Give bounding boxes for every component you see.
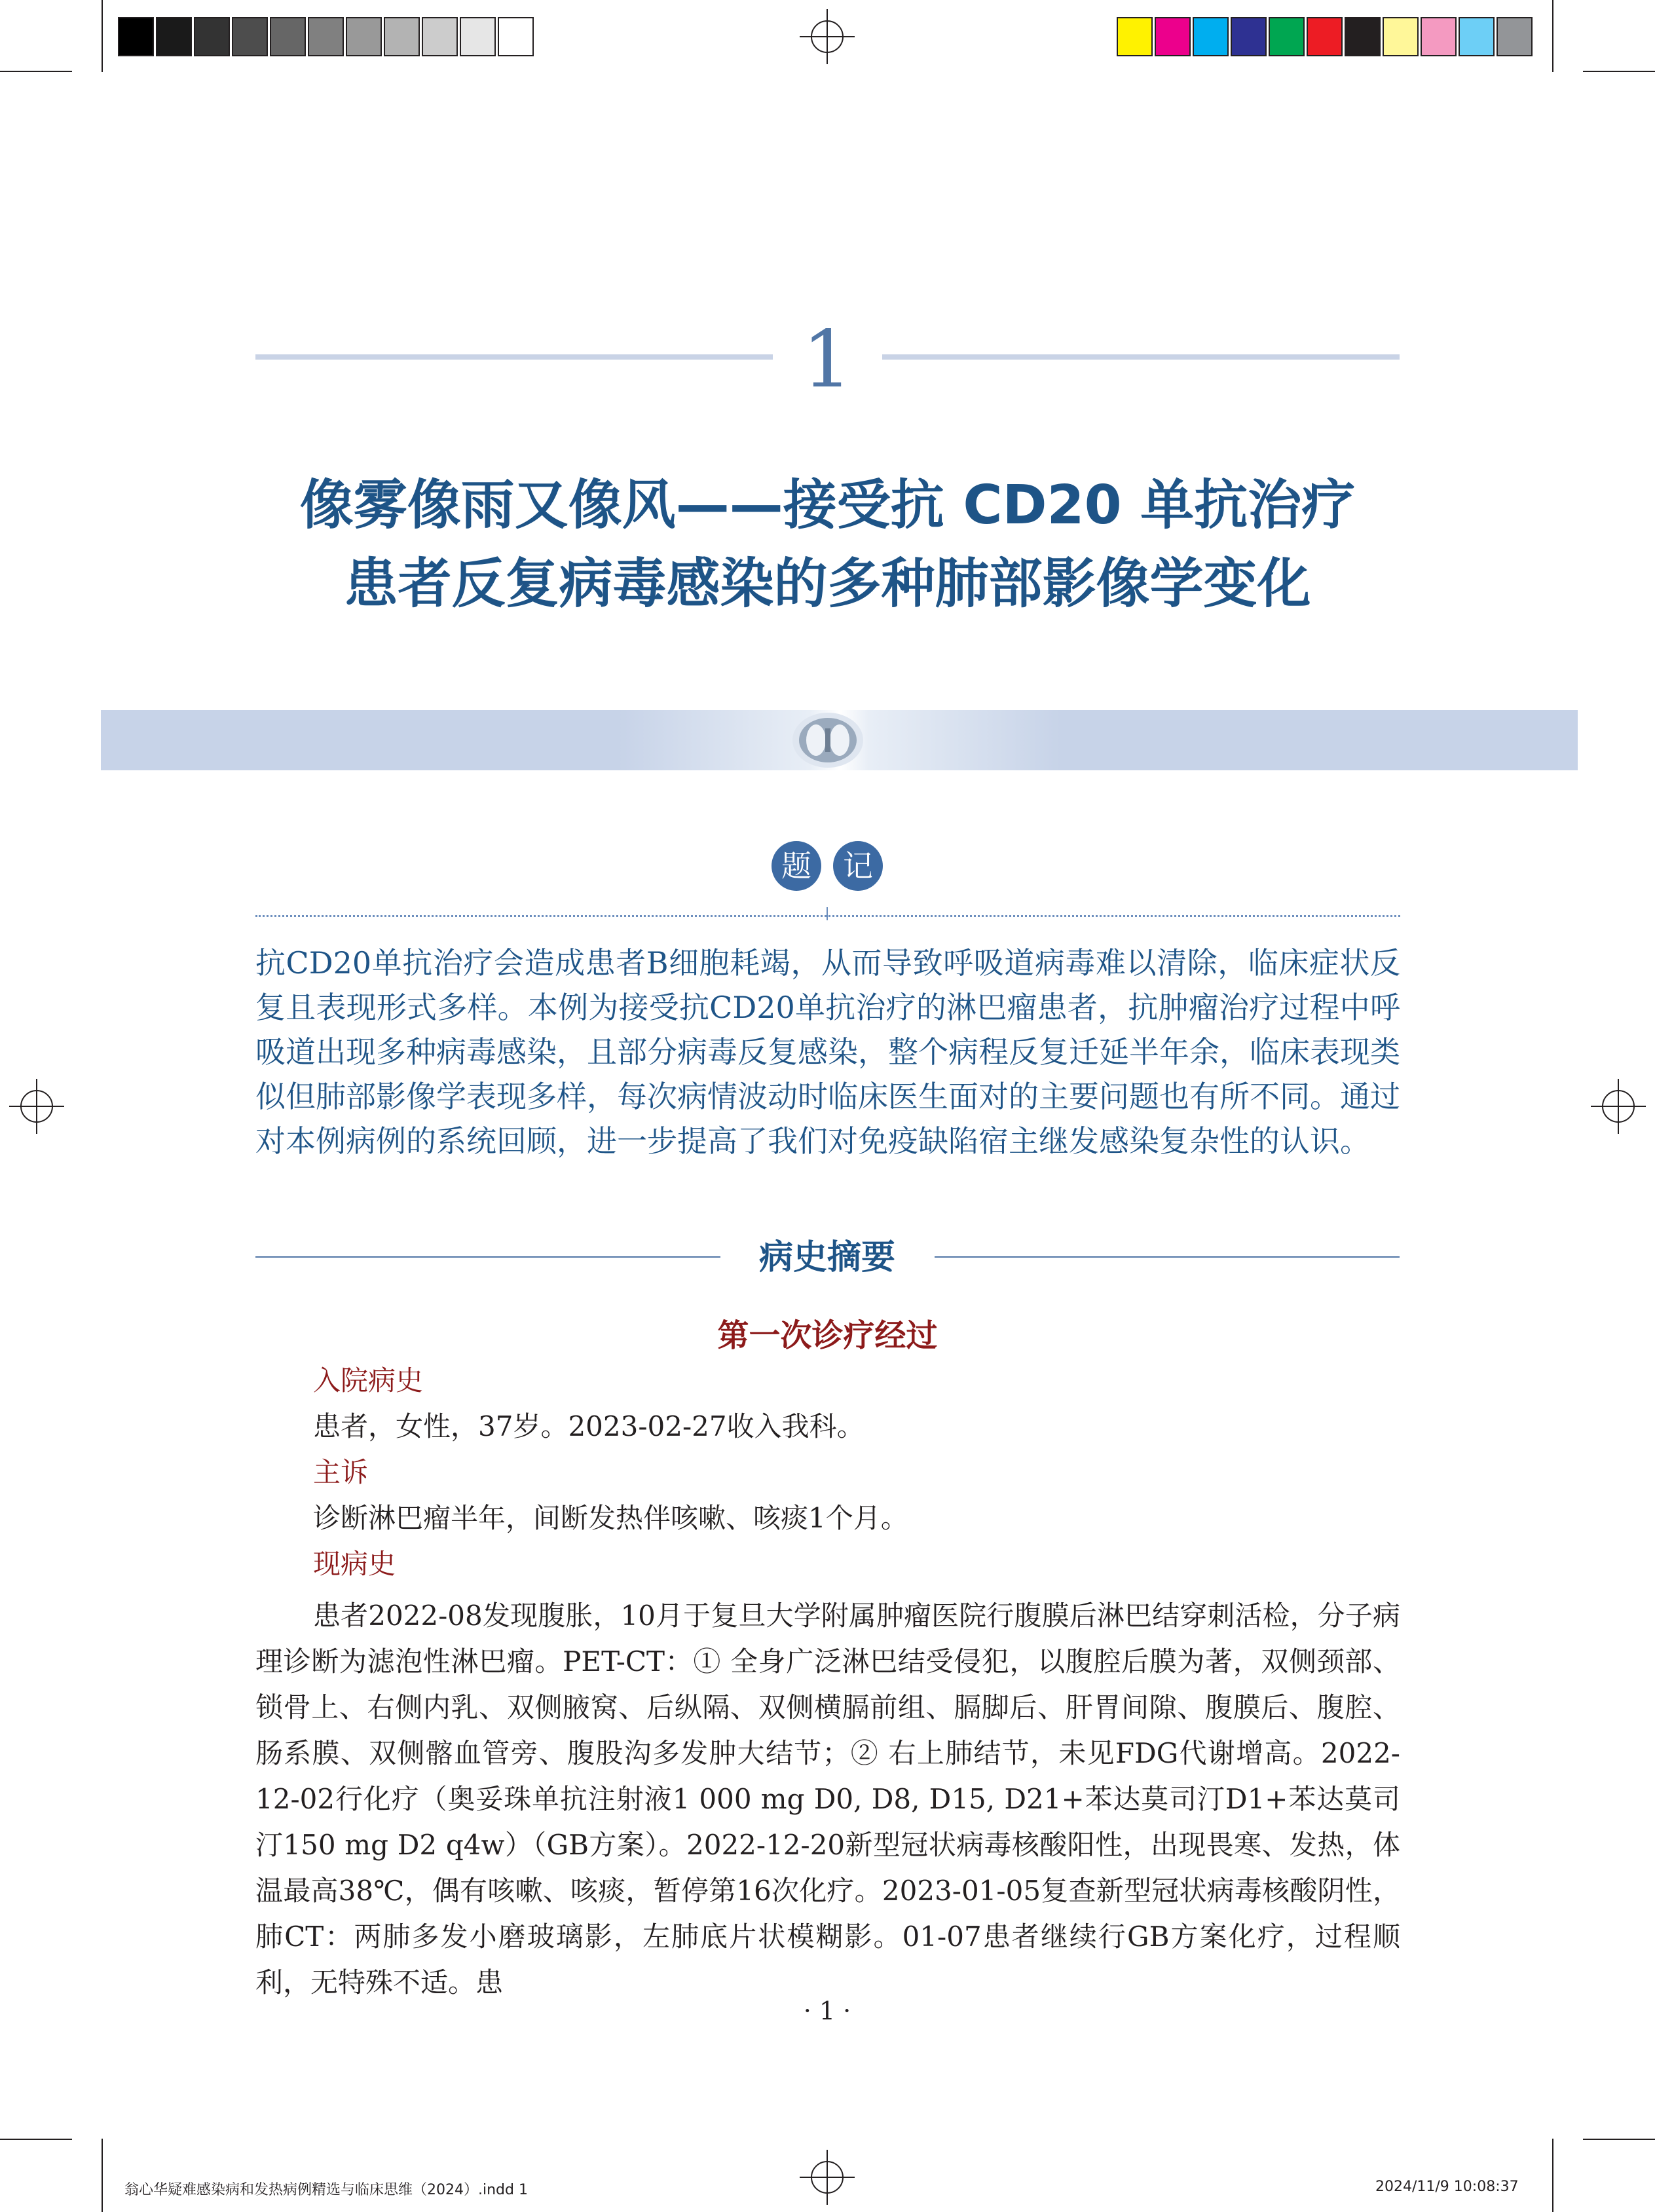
color-swatch (498, 17, 534, 56)
section-heading: 病史摘要 (758, 1238, 895, 1277)
color-swatch (194, 17, 230, 56)
registration-mark-icon (1591, 1079, 1646, 1134)
preface-badge-2: 记 (833, 841, 883, 891)
preface-divider-tick (827, 907, 828, 920)
registration-mark-icon (800, 2150, 855, 2205)
crop-mark (1552, 0, 1553, 72)
crop-mark (102, 2139, 103, 2212)
section-rule-left (255, 1256, 720, 1258)
crop-mark (0, 71, 72, 72)
complaint-text: 诊断淋巴瘤半年，间断发热伴咳嗽、咳痰1个月。 (313, 1502, 908, 1534)
page-number: · 1 · (803, 1996, 851, 2025)
crop-mark (1583, 71, 1655, 72)
color-swatch (232, 17, 268, 56)
color-swatch (1193, 17, 1229, 56)
chapter-rule-right (882, 354, 1400, 360)
footer-file-name: 翁心华疑难感染病和发热病例精选与临床思维（2024）.indd 1 (124, 2182, 528, 2198)
color-swatch (1497, 17, 1533, 56)
color-swatch (270, 17, 306, 56)
color-swatch (460, 17, 496, 56)
chapter-title-line-1: 像雾像雨又像风——接受抗 CD20 单抗治疗 (299, 474, 1356, 536)
registration-mark-icon (800, 9, 855, 64)
color-swatch (346, 17, 382, 56)
preface-dotted-rule (255, 915, 1400, 917)
chapter-title-line-2: 患者反复病毒感染的多种肺部影像学变化 (344, 553, 1311, 615)
color-swatch (1459, 17, 1495, 56)
chapter-number: 1 (802, 314, 853, 405)
section-rule-right (935, 1256, 1400, 1258)
complaint-label: 主诉 (313, 1456, 369, 1488)
preface-badge-1: 题 (772, 841, 821, 891)
color-swatch (1117, 17, 1153, 56)
color-swatch (308, 17, 344, 56)
color-swatch (1307, 17, 1343, 56)
crop-mark (1583, 2139, 1655, 2140)
subsection-heading: 第一次诊疗经过 (717, 1317, 938, 1354)
preface-text: 抗CD20单抗治疗会造成患者B细胞耗竭，从而导致呼吸道病毒难以清除，临床症状反复且表现形式多样。本例为接受抗CD20单抗治疗的淋巴瘤患者，抗肿瘤治疗过程中呼吸道出现多种病毒感染，且部分病毒反复感染，整个病程反复迁延半年余，临床表现类似但肺部影像学表现多样，每次病情波动时临床医生面对的主要问题也有所不同。通过对本例病例的系统回顾，进一步提高了我们对免疫缺陷宿主继发感染复杂性的认识。 (255, 945, 1400, 1159)
color-swatch (1383, 17, 1419, 56)
color-swatch (1269, 17, 1305, 56)
color-swatch (156, 17, 192, 56)
crop-mark (1552, 2139, 1553, 2212)
present-history-label: 现病史 (313, 1548, 396, 1580)
admission-label: 入院病史 (313, 1364, 424, 1397)
footer-timestamp: 2024/11/9 10:08:37 (1375, 2179, 1519, 2195)
color-swatch (1421, 17, 1457, 56)
color-swatch (1345, 17, 1381, 56)
lung-ct-icon (791, 711, 865, 769)
chapter-rule-left (255, 354, 773, 360)
color-swatch (1231, 17, 1267, 56)
color-swatch (384, 17, 420, 56)
admission-text: 患者，女性，37岁。2023-02-27收入我科。 (313, 1410, 865, 1442)
color-swatch (118, 17, 154, 56)
color-swatch (422, 17, 458, 56)
crop-mark (102, 0, 103, 72)
crop-mark (0, 2139, 72, 2140)
registration-mark-icon (9, 1079, 64, 1134)
present-history-text: 患者2022-08发现腹胀，10月于复旦大学附属肿瘤医院行腹膜后淋巴结穿刺活检，分子病理诊断为滤泡性淋巴瘤。PET-CT：① 全身广泛淋巴结受侵犯，以腹腔后膜为著，双侧颈部、锁骨上、右侧内乳、双侧腋窝、后纵隔、双侧横膈前组、膈脚后、肝胃间隙、腹膜后、腹腔、肠系膜、双侧髂血管旁、腹股沟多发肿大结节；② 右上肺结节，未见FDG代谢增高。2022-12-02行化疗（奥妥珠单抗注射液1 000 mg D0, D8, D15, D21+苯达莫司汀D1+苯达莫司汀150 mg D2 q4w）（GB方案）。2022-12-20新型冠状病毒核酸阳性，出现畏寒、发热，体温最高38℃，偶有咳嗽、咳痰，暂停第16次化疗。2023-01-05复查新型冠状病毒核酸阴性，肺CT：两肺多发小磨玻璃影，左肺底片状模糊影。01-07患者继续行GB方案化疗，过程顺利，无特殊不适。患 (255, 1600, 1400, 1998)
color-swatch (1155, 17, 1191, 56)
